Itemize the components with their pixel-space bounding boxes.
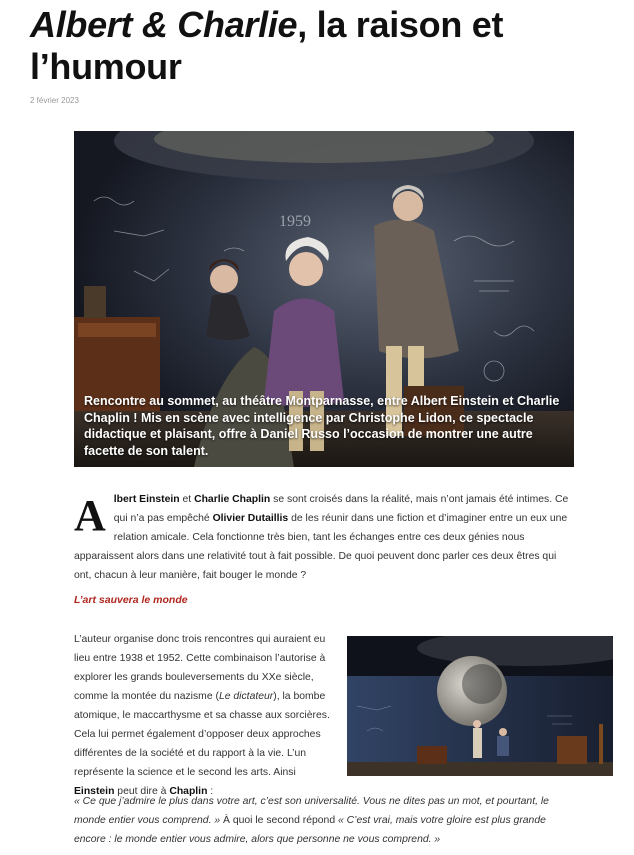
hero-image (74, 131, 574, 467)
name-einstein: lbert Einstein (113, 494, 180, 505)
article-title (30, 4, 620, 88)
article-title-italic: Albert & Charlie (30, 4, 298, 45)
stage-wide-illustration (347, 636, 613, 776)
article-title-rest: , la raison et l’humour (30, 4, 504, 87)
quote-chaplin: « C’est vrai, mais votre gloire est plus grande encore : le monde entier vous admire, alors que personne ne vous comprend. » (74, 815, 546, 845)
name-dutaillis: Olivier Dutaillis (212, 513, 289, 524)
quote-paragraph: « Ce que j’admire le plus dans votre art, c’est son universalité. Vous ne dites pas un mot, et pourtant, le monde entier vous comprend. » À quoi le second répond « C’est vrai, mais votre gloire est plus grande encore : le monde entier vous admire, alors que personne ne vous comprend. » (74, 796, 549, 845)
name-chaplin: Charlie Chaplin (194, 494, 271, 505)
stage-photo-secondary (347, 636, 613, 776)
quote-einstein: « Ce que j’admire le plus dans votre art, c’est son universalité. Vous ne dites pas un mot, et pourtant, le monde entier vous comprend. » (74, 796, 549, 826)
section-subheading: L’art sauvera le monde (74, 594, 188, 606)
film-title: Le dictateur (218, 691, 274, 702)
svg-text:1959: 1959 (279, 213, 311, 230)
section-paragraph: L’auteur organise donc trois rencontres qui auraient eu lieu entre 1938 et 1952. Cette combinaison l’autorise à explorer les grands bouleversements du XXe siècle, comme la montée du nazisme (Le dictateur), la bombe atomique, le maccarthysme et sa chasse aux sorcières. Cela lui permet également d’opposer deux approches différentes de la société et du rapport à la vie. L’un représente la science et le second les arts. Ainsi Einstein peut dire à Chaplin : (74, 634, 330, 797)
hero-caption: Rencontre au sommet, au théâtre Montparnasse, entre Albert Einstein et Charlie Chaplin ! Mis en scène avec intelligence par Christophe Lidon, ce spectacle didactique et plaisant, offre à Daniel Russo l’occasion de montrer une autre facette de son talent. (84, 394, 560, 458)
intro-paragraph: Albert Einstein et Charlie Chaplin se sont croisés dans la réalité, mais n’ont jamais été intimes. Ce qui n’a pas empêché Olivier Dutaillis de les réunir dans une fiction et d’imaginer entre un eux une relation amicale. Cela fonctionne très bien, tant les échanges entre ces deux génies nous apparaissent alors dans une relativité tout à fait possible. De quoi peuvent donc parler ces deux êtres qui ont, chacun à leur manière, fait bouger le monde ? (74, 491, 569, 581)
publish-date: 2 février 2023 (30, 96, 79, 105)
drop-cap: A (74, 491, 106, 540)
